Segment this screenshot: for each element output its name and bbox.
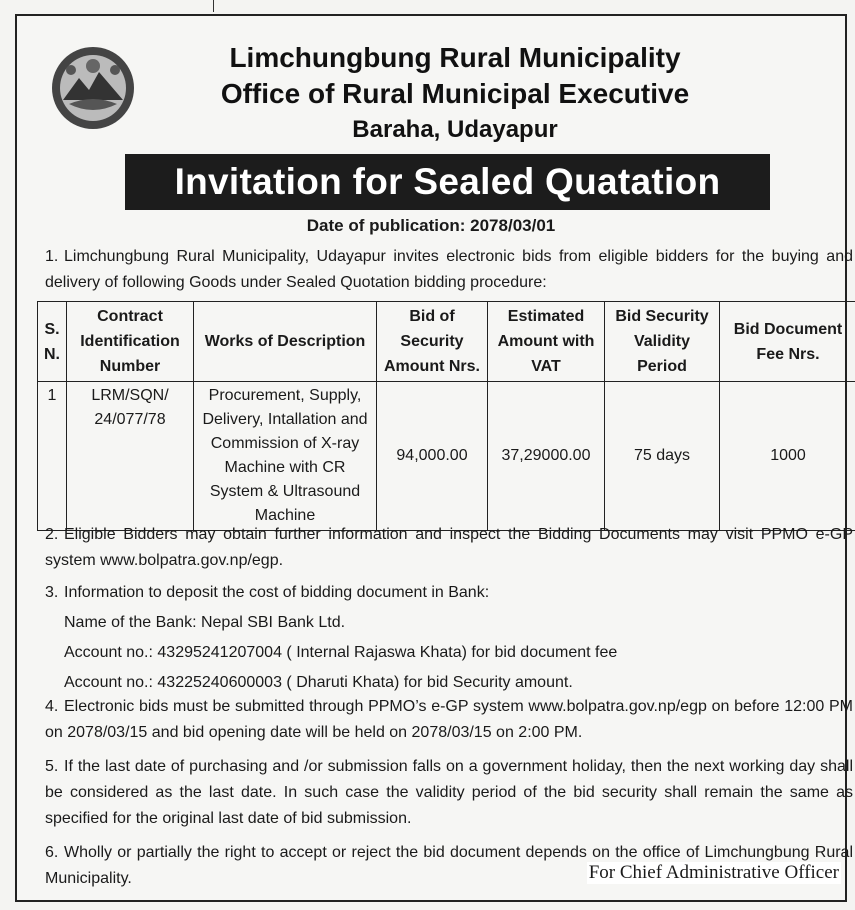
table-header-row bbox=[38, 302, 855, 382]
account-security: Account no.: 43225240600003 ( Dharuti Khata) for bid Security amount. bbox=[64, 674, 573, 691]
cell-estimated-amount: 37,29000.00 bbox=[488, 382, 605, 531]
cell-validity-period: 75 days bbox=[605, 382, 720, 531]
office-name: Office of Rural Municipal Executive bbox=[220, 78, 690, 109]
cell-document-fee: 1000 bbox=[720, 382, 855, 531]
clause-number: 2. bbox=[45, 526, 59, 543]
account-fee: Account no.: 43295241207004 ( Internal Rajaswa Khata) for bid document fee bbox=[64, 644, 618, 661]
table-row bbox=[38, 382, 855, 531]
cell-description: Procurement, Supply, Delivery, Intallation and Commission of X-ray Machine with CR System & Ultrasound Machine bbox=[194, 382, 377, 531]
clause-text: Eligible Bidders may obtain further information and inspect the Bidding Documents may visit PPMO e-GP system www.bolpatra.gov.np/egp. bbox=[45, 526, 853, 569]
clause-number: 1. bbox=[45, 248, 59, 265]
header-sn: S. N. bbox=[38, 302, 67, 382]
bank-name: Name of the Bank: Nepal SBI Bank Ltd. bbox=[64, 614, 346, 631]
header-description: Works of Description bbox=[194, 302, 377, 382]
publication-date: Date of publication: 2078/03/01 bbox=[306, 216, 556, 235]
office-location: Baraha, Udayapur bbox=[352, 116, 558, 143]
top-edge-line bbox=[213, 0, 214, 12]
header-bid-security: Bid of Security Amount Nrs. bbox=[377, 302, 488, 382]
clause-1 bbox=[45, 244, 853, 296]
clause-text: Limchungbung Rural Municipality, Udayapur invites electronic bids from eligible bidders for the buying and delivery of following Goods under Sealed Quotation bidding procedure: bbox=[45, 248, 853, 291]
bid-table bbox=[37, 301, 855, 531]
cell-sn: 1 bbox=[38, 382, 67, 531]
clause-2 bbox=[45, 522, 853, 574]
cell-bid-security: 94,000.00 bbox=[377, 382, 488, 531]
notice-frame bbox=[15, 14, 853, 902]
signature-line: For Chief Administrative Officer bbox=[588, 862, 839, 883]
clause-text: If the last date of purchasing and /or submission falls on a government holiday, then the next working day shall be considered as the last date. In such case the validity period of the bid security shall remain the same as specified for the original last date of bid submission. bbox=[45, 758, 853, 827]
clause-number: 6. bbox=[45, 844, 59, 861]
cell-contract-id: LRM/SQN/ 24/077/78 bbox=[67, 382, 194, 531]
clause-3 bbox=[45, 580, 853, 696]
clause-text: Wholly or partially the right to accept or reject the bid document depends on the office of Limchungbung Rural Municipality. bbox=[45, 844, 853, 887]
clause-text: Electronic bids must be submitted through PPMO’s e-GP system www.bolpatra.gov.np/egp on before 12:00 PM on 2078/03/15 and bid opening date will be held on 2078/03/15 on 2:00 PM. bbox=[45, 698, 853, 741]
municipality-name: Limchungbung Rural Municipality bbox=[229, 42, 681, 73]
header-validity-period: Bid Security Validity Period bbox=[605, 302, 720, 382]
clause-number: 5. bbox=[45, 758, 59, 775]
header-document-fee: Bid Document Fee Nrs. bbox=[720, 302, 855, 382]
clause-4 bbox=[45, 694, 853, 746]
clause-number: 3. bbox=[45, 584, 59, 601]
notice-title-banner: Invitation for Sealed Quatation bbox=[125, 154, 770, 210]
clause-text: Information to deposit the cost of bidding document in Bank: bbox=[64, 584, 490, 601]
clause-5 bbox=[45, 754, 853, 832]
clause-number: 4. bbox=[45, 698, 59, 715]
header-contract-id: Contract Identification Number bbox=[67, 302, 194, 382]
header-estimated-amount: Estimated Amount with VAT bbox=[488, 302, 605, 382]
